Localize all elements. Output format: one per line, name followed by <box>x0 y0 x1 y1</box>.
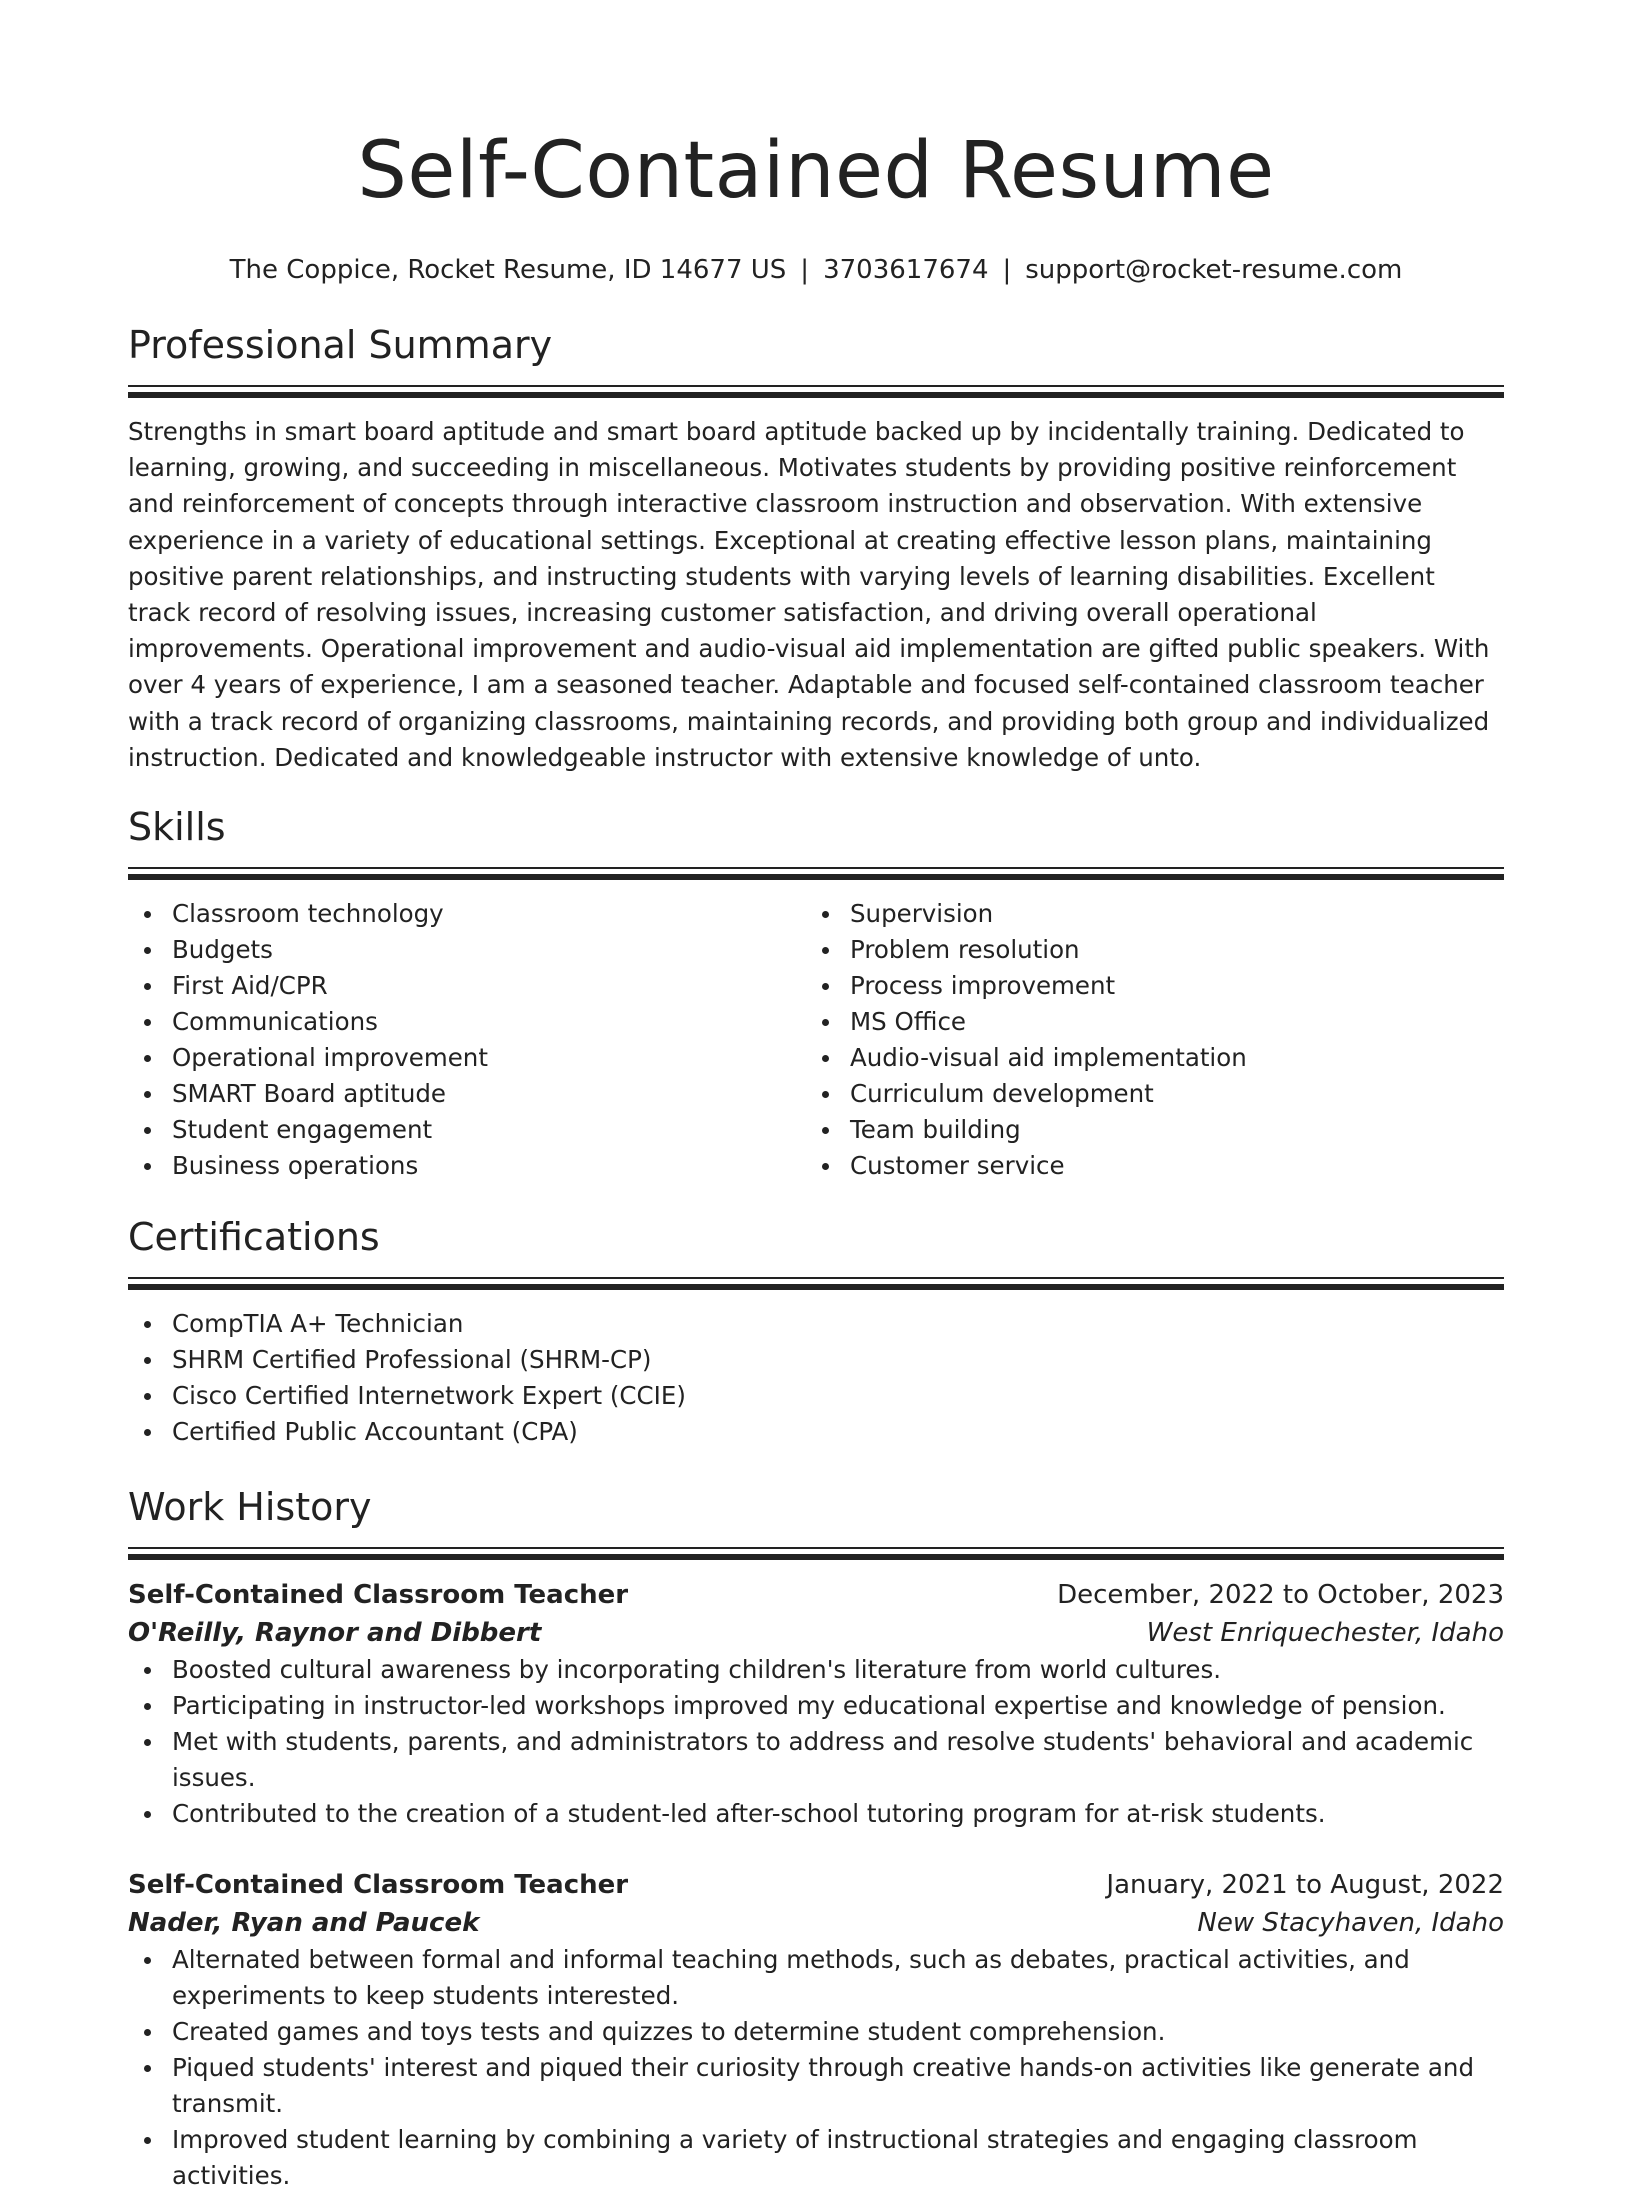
certification-item: CompTIA A+ Technician <box>128 1306 1504 1342</box>
skill-item: Curriculum development <box>806 1076 1484 1112</box>
job-header <box>128 1866 1504 1904</box>
contact-email: support@rocket-resume.com <box>1025 255 1403 285</box>
skill-item: Classroom technology <box>128 896 806 932</box>
job-bullet: Met with students, parents, and administrators to address and resolve students' behavioral and academic issues. <box>128 1724 1504 1796</box>
job-company: Nader, Ryan and Paucek <box>128 1908 480 1939</box>
skill-item: Problem resolution <box>806 932 1484 968</box>
summary-section <box>128 322 1504 776</box>
contact-separator: | <box>1002 255 1012 285</box>
certifications-list <box>128 1306 1504 1450</box>
job-bullet-list <box>128 1942 1504 2194</box>
skill-item: MS Office <box>806 1004 1484 1040</box>
skill-item: Budgets <box>128 932 806 968</box>
section-title-summary: Professional Summary <box>128 323 553 367</box>
job-subheader <box>128 1614 1504 1652</box>
job-bullet: Contributed to the creation of a student-led after-school tutoring program for at-risk students. <box>128 1796 1504 1832</box>
skill-item: SMART Board aptitude <box>128 1076 806 1112</box>
job-bullet: Alternated between formal and informal teaching methods, such as debates, practical activities, and experiments to keep students interested. <box>128 1942 1504 2014</box>
section-divider <box>128 867 1504 880</box>
certification-item: Certified Public Accountant (CPA) <box>128 1414 1504 1450</box>
skills-list-left <box>128 896 806 1184</box>
contact-separator: | <box>800 255 810 285</box>
job-entry <box>128 1866 1504 2194</box>
job-bullet: Piqued students' interest and piqued their curiosity through creative hands-on activities like generate and transmit. <box>128 2050 1504 2122</box>
job-bullet: Participating in instructor-led workshops improved my educational expertise and knowledge of pension. <box>128 1688 1504 1724</box>
contact-address: The Coppice, Rocket Resume, ID 14677 US <box>229 255 787 285</box>
job-bullet: Boosted cultural awareness by incorporating children's literature from world cultures. <box>128 1652 1504 1688</box>
contact-phone: 3703617674 <box>823 255 989 285</box>
job-header <box>128 1576 1504 1614</box>
contact-line <box>128 252 1504 288</box>
skills-section <box>128 804 1504 1184</box>
skill-item: Student engagement <box>128 1112 806 1148</box>
job-entry <box>128 1576 1504 1832</box>
job-bullet-list <box>128 1652 1504 1832</box>
job-subheader <box>128 1904 1504 1942</box>
skill-item: Operational improvement <box>128 1040 806 1076</box>
skill-item: First Aid/CPR <box>128 968 806 1004</box>
section-title-skills: Skills <box>128 805 226 850</box>
job-location: West Enriquechester, Idaho <box>1146 1618 1504 1649</box>
job-title: Self-Contained Classroom Teacher <box>128 1580 629 1611</box>
section-divider <box>128 1547 1504 1560</box>
certifications-section <box>128 1214 1504 1450</box>
job-bullet: Created games and toys tests and quizzes to determine student comprehension. <box>128 2014 1504 2050</box>
skill-item: Communications <box>128 1004 806 1040</box>
job-dates: January, 2021 to August, 2022 <box>1106 1870 1504 1901</box>
section-title-work-history: Work History <box>128 1485 372 1530</box>
skills-list-right <box>806 896 1484 1184</box>
skill-item: Business operations <box>128 1148 806 1184</box>
skill-item: Audio-visual aid implementation <box>806 1040 1484 1076</box>
section-title-certifications: Certifications <box>128 1215 380 1260</box>
certification-item: Cisco Certified Internetwork Expert (CCIE) <box>128 1378 1504 1414</box>
work-history-section <box>128 1484 1504 2194</box>
skill-item: Customer service <box>806 1148 1484 1184</box>
resume-name: Self-Contained Resume <box>357 126 1275 216</box>
certification-item: SHRM Certified Professional (SHRM-CP) <box>128 1342 1504 1378</box>
skill-item: Supervision <box>806 896 1484 932</box>
job-dates: December, 2022 to October, 2023 <box>1057 1580 1504 1611</box>
skills-grid <box>128 896 1504 1184</box>
job-title: Self-Contained Classroom Teacher <box>128 1870 629 1901</box>
job-bullet: Improved student learning by combining a variety of instructional strategies and engaging classroom activities. <box>128 2122 1504 2194</box>
skill-item: Team building <box>806 1112 1484 1148</box>
job-location: New Stacyhaven, Idaho <box>1197 1908 1504 1939</box>
summary-text: Strengths in smart board aptitude and smart board aptitude backed up by incidentally training. Dedicated to learning, growing, and succeeding in miscellaneous. Motivates students by providing positive reinforcement and reinforcement of concepts through interactive classroom instruction and observation. With extensive experience in a variety of educational settings. Exceptional at creating effective lesson plans, maintaining positive parent relationships, and instructing students with varying levels of learning disabilities. Excellent track record of resolving issues, increasing customer satisfaction, and driving overall operational improvements. Operational improvement and audio-visual aid implementation are gifted public speakers. With over 4 years of experience, I am a seasoned teacher. Adaptable and focused self-contained classroom teacher with a track record of organizing classrooms, maintaining records, and providing both group and individualized instruction. Dedicated and knowledgeable instructor with extensive knowledge of unto. <box>128 417 1490 772</box>
section-divider <box>128 385 1504 398</box>
skill-item: Process improvement <box>806 968 1484 1004</box>
job-company: O'Reilly, Raynor and Dibbert <box>128 1618 542 1649</box>
section-divider <box>128 1277 1504 1290</box>
